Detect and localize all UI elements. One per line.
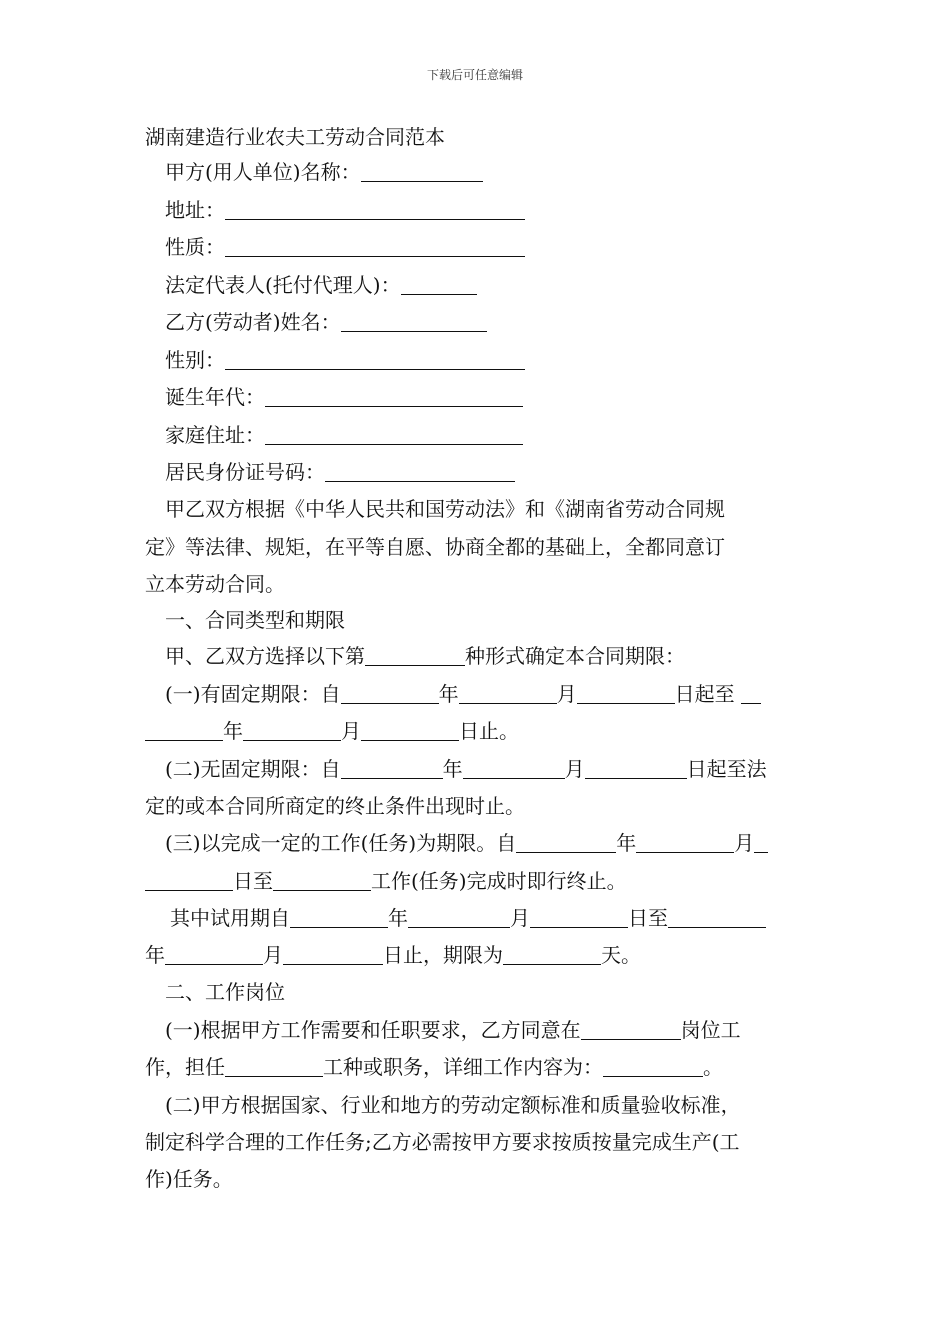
section-1-heading: 一、合同类型和期限 [165,608,345,632]
blank-line[interactable] [341,756,443,779]
blank-line[interactable] [603,1054,703,1077]
blank-line[interactable] [325,459,515,482]
section-2-heading: 二、工作岗位 [165,980,285,1004]
fixed-term-line-2 [145,716,519,746]
blank-line[interactable] [585,756,687,779]
text: (一)有固定期限：自 [165,682,341,706]
blank-line[interactable] [225,197,525,220]
blank-line[interactable] [463,756,565,779]
field-label: 诞生年代： [165,385,265,409]
blank-line[interactable] [165,942,263,965]
document-title: 湖南建造行业农夫工劳动合同范本 [145,125,445,149]
field-label: 性别： [165,348,225,372]
text: 。 [703,1055,723,1079]
field-label: 居民身份证号码： [165,460,325,484]
field-label: 性质： [165,235,225,259]
blank-line[interactable] [754,830,768,853]
blank-line[interactable] [290,905,388,928]
text: (三)以完成一定的工作(任务)为期限。自 [165,831,517,855]
field-label: 甲方(用人单位)名称： [165,160,361,184]
blank-line[interactable] [243,718,341,741]
choose-form-line [165,641,685,671]
blank-line[interactable] [225,234,525,257]
field-party-b-name [165,307,487,337]
text: 月 [734,831,755,855]
post-line-2 [145,1052,723,1082]
blank-line[interactable] [741,681,761,704]
text: 作，担任 [145,1055,225,1079]
blank-line[interactable] [265,384,523,407]
field-label: 乙方(劳动者)姓名： [165,310,341,334]
blank-line[interactable] [530,905,628,928]
text: 日起至法 [686,757,767,781]
blank-line[interactable] [265,422,523,445]
header-note: 下载后可任意编辑 [426,68,523,82]
text: 月 [263,943,283,967]
text: 月 [341,719,361,743]
text: 岗位工 [680,1018,741,1042]
text: 日止。 [459,719,519,743]
blank-line[interactable] [145,868,233,891]
post-line-1 [165,1015,741,1045]
nonfixed-term-line-2: 定的或本合同所商定的终止条件出现时止。 [145,794,525,818]
blank-line[interactable] [361,718,459,741]
field-label: 地址： [165,198,225,222]
blank-line[interactable] [408,905,510,928]
text: 年 [388,906,408,930]
field-address [165,195,525,225]
blank-line[interactable] [577,681,675,704]
probation-line-2 [145,940,641,970]
text: 种形式确定本合同期限： [465,644,685,668]
blank-line[interactable] [361,159,483,182]
blank-line[interactable] [225,1054,323,1077]
text: 年 [442,757,463,781]
text: 工种或职务，详细工作内容为： [323,1055,603,1079]
field-legal-rep [165,270,477,300]
blank-line[interactable] [365,643,465,666]
blank-line[interactable] [516,830,616,853]
intro-line-1: 甲乙双方根据《中华人民共和国劳动法》和《湖南省劳动合同规 [165,497,725,521]
probation-line-1 [170,903,766,933]
text: 月 [556,682,577,706]
blank-line[interactable] [503,942,601,965]
blank-line[interactable] [341,309,487,332]
blank-line[interactable] [145,718,223,741]
blank-line[interactable] [459,681,557,704]
text: 日止，期限为 [383,943,503,967]
blank-line[interactable] [283,942,383,965]
task-para-line-2: 制定科学合理的工作任务;乙方必需按甲方要求按质按量完成生产(工 [145,1130,740,1154]
text: 年 [616,831,637,855]
intro-line-3: 立本劳动合同。 [145,572,285,596]
text: 日至 [628,906,668,930]
field-gender [165,345,525,375]
intro-line-2: 定》等法律、规矩，在平等自愿、协商全都的基础上，全都同意订 [145,535,725,559]
field-party-a-name [165,157,483,187]
field-label: 家庭住址： [165,423,265,447]
blank-line[interactable] [668,905,766,928]
text: 月 [564,757,585,781]
field-label: 法定代表人(托付代理人)： [165,273,401,297]
blank-line[interactable] [636,830,734,853]
field-id-number [165,457,515,487]
text: 月 [510,906,530,930]
text: 工作(任务)完成时即行终止。 [371,869,627,893]
field-nature [165,232,525,262]
blank-line[interactable] [225,347,525,370]
task-para-line-3: 作)任务。 [145,1167,233,1191]
field-home-address [165,420,523,450]
text: (二)无固定期限：自 [165,757,341,781]
text: 日至 [233,869,273,893]
blank-line[interactable] [273,868,371,891]
fixed-term-line-1 [165,679,761,709]
text: 年 [223,719,243,743]
text: (一)根据甲方工作需要和任职要求，乙方同意在 [165,1018,581,1042]
text: 天。 [601,943,641,967]
field-birth [165,382,523,412]
text: 年 [438,682,459,706]
text: 年 [145,943,165,967]
task-term-line-2 [145,866,627,896]
text: 甲、乙双方选择以下第 [165,644,365,668]
task-term-line-1 [165,828,768,858]
blank-line[interactable] [581,1017,681,1040]
text: 日起至 [674,682,735,706]
text: 其中试用期自 [170,906,290,930]
nonfixed-term-line-1 [165,754,767,784]
task-para-line-1: (二)甲方根据国家、行业和地方的劳动定额标准和质量验收标准， [165,1093,741,1117]
blank-line[interactable] [401,272,477,295]
blank-line[interactable] [341,681,439,704]
